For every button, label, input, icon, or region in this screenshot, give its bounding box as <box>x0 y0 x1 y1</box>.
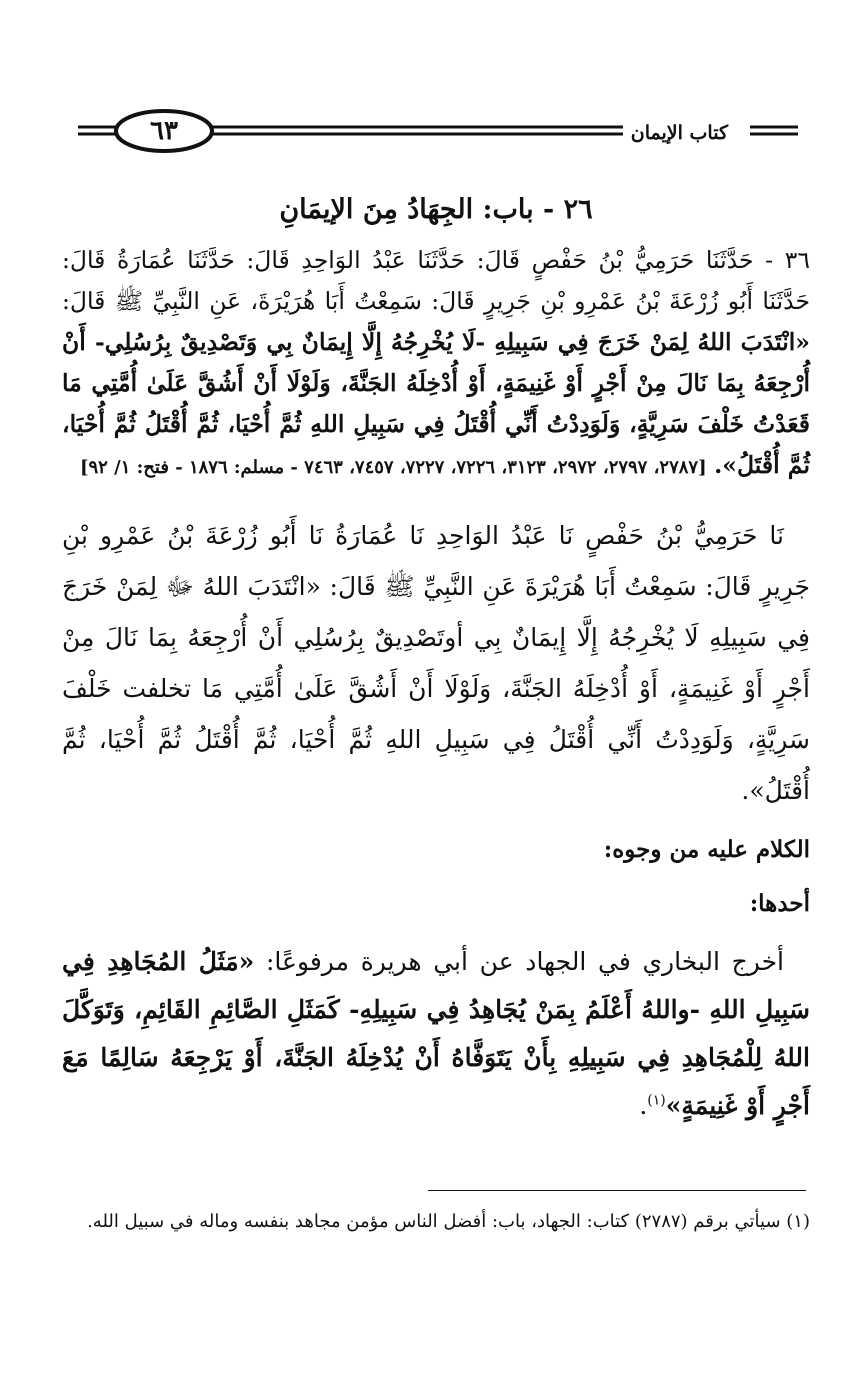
commentary-intro: الكلام عليه من وجوه: <box>603 836 810 863</box>
footnote-marker[interactable]: (١) <box>647 1092 666 1109</box>
footnote: (١) سيأتي برقم (٢٧٨٧) كتاب: الجهاد، باب: أفضل الناس مؤمن مجاهد بنفسه وماله في سبيل الله. <box>87 1211 810 1232</box>
hadith-matn: «انْتَدَبَ اللهُ لِمَنْ خَرَجَ فِي سَبِيلِهِ -لَا يُخْرِجُهُ إِلَّا إِيمَانٌ بِي وَتَصْدِيقٌ بِرُسُلِي- أَنْ أُرْجِعَهُ بِمَا نَالَ مِنْ أَجْرٍ أَوْ غَنِيمَةٍ، أَوْ أُدْخِلَهُ الجَنَّةَ، وَلَوْلَا أَنْ أَشُقَّ عَلَىٰ أُمَّتِي مَا قَعَدْتُ خَلْفَ سَرِيَّةٍ، وَلَوَدِدْتُ أَنِّي أُقْتَلُ فِي سَبِيلِ اللهِ ثُمَّ أُحْيَا، ثُمَّ أُقْتَلُ ثُمَّ أُحْيَا، ثُمَّ أُقْتَلُ». <box>62 328 810 479</box>
footnote-divider <box>428 1190 806 1191</box>
main-content <box>62 190 810 1130</box>
running-header <box>78 108 798 154</box>
page-number: ٦٣ <box>150 116 178 146</box>
commentary-text <box>62 938 810 1130</box>
first-aspect-heading: أحدها: <box>749 890 810 917</box>
hadith-references: [٢٧٨٧، ٢٧٩٧، ٢٩٧٢، ٣١٢٣، ٧٢٢٦، ٧٢٢٧، ٧٤٥٧، ٧٤٦٣ - مسلم: ١٨٧٦ - فتح: ١/ ٩٢] <box>79 457 707 478</box>
hadith-text <box>62 240 810 488</box>
commentary-lead: أخرج البخاري في الجهاد عن أبي هريرة مرفوعًا: <box>254 947 785 976</box>
running-title: كتاب الإيمان <box>623 118 736 148</box>
commentary-quote: «مَثَلُ المُجَاهِدِ فِي سَبِيلِ اللهِ -واللهُ أَعْلَمُ بِمَنْ يُجَاهِدُ فِي سَبِيلِهِ- كَمَثَلِ الصَّائِمِ القَائِمِ، وَتَوَكَّلَ اللهُ لِلْمُجَاهِدِ فِي سَبِيلِهِ بِأَنْ يَتَوَفَّاهُ أَنْ يُدْخِلَهُ الجَنَّةَ، أَوْ يَرْجِعَهُ سَالِمًا مَعَ أَجْرٍ أَوْ غَنِيمَةٍ» <box>62 947 810 1120</box>
narration-text: نَا حَرَمِيُّ بْنُ حَفْصٍ نَا عَبْدُ الوَاحِدِ نَا عُمَارَةُ نَا أَبُو زُرْعَةَ بْنُ عَمْرِو بْنِ جَرِيرٍ قَالَ: سَمِعْتُ أَبَا هُرَيْرَةَ عَنِ النَّبِيِّ ﷺ قَالَ: «انْتَدَبَ اللهُ ﷻ لِمَنْ خَرَجَ فِي سَبِيلِهِ لَا يُخْرِجُهُ إِلَّا إِيمَانٌ بِي أوتَصْدِيقٌ بِرُسُلِي أَنْ أُرْجِعَهُ بِمَا نَالَ مِنْ أَجْرٍ أَوْ غَنِيمَةٍ، أَوْ أُدْخِلَهُ الجَنَّةَ، وَلَوْلَا أَنْ أَشُقَّ عَلَىٰ أُمَّتِي مَا تخلفت خَلْفَ سَرِيَّةٍ، وَلَوَدِدْتُ أَنِّي أُقْتَلُ فِي سَبِيلِ اللهِ ثُمَّ أُحْيَا، ثُمَّ أُقْتَلُ ثُمَّ أُحْيَا، ثُمَّ أُقْتَلُ». <box>62 521 810 805</box>
commentary-end: . <box>639 1091 648 1120</box>
chapter-title: ٢٦ - باب: الجِهَادُ مِنَ الإيمَانِ <box>279 194 593 225</box>
hadith-isnad: ٣٦ - حَدَّثَنَا حَرَمِيُّ بْنُ حَفْصٍ قَالَ: حَدَّثَنَا عَبْدُ الوَاحِدِ قَالَ: حَدَّثَنَا عُمَارَةُ قَالَ: حَدَّثَنَا أَبُو زُرْعَةَ بْنُ عَمْرِو بْنِ جَرِيرٍ قَالَ: سَمِعْتُ أَبَا هُرَيْرَةَ، عَنِ النَّبِيِّ ﷺ قَالَ: <box>62 246 810 315</box>
